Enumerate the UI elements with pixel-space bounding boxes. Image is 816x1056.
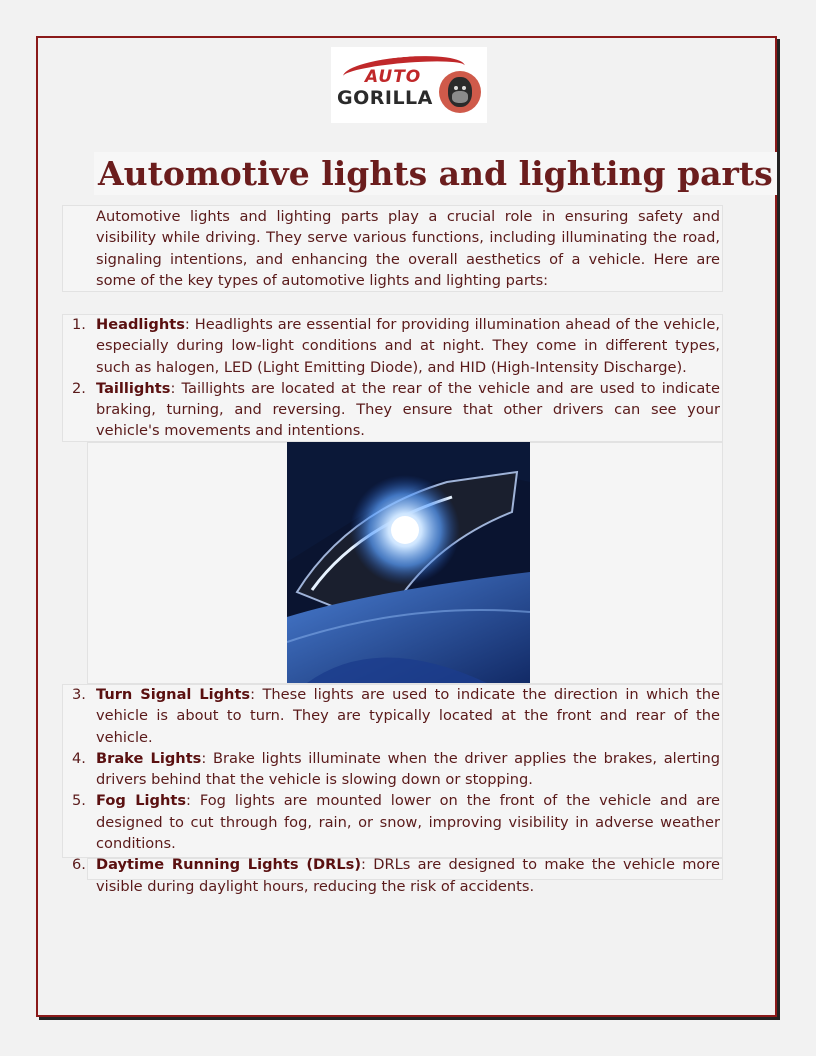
list-item-term: Turn Signal Lights bbox=[96, 686, 251, 703]
logo bbox=[331, 47, 487, 123]
list-item-text: : Brake lights illuminate when the driver applies the brakes, alerting drivers behind that the vehicle is slowing down or stopping. bbox=[96, 749, 720, 789]
list-item bbox=[66, 684, 720, 748]
list-item-term: Daytime Running Lights (DRLs) bbox=[96, 856, 362, 874]
list-item-number: 3. bbox=[72, 686, 86, 703]
intro-paragraph: Automotive lights and lighting parts play a crucial role in ensuring safety and visibility while driving. They serve various functions, including illuminating the road, signaling intentions, and enhancing the overall aesthetics of a vehicle. Here are some of the key types of automotive lights and lighting parts: bbox=[96, 208, 720, 289]
logo-gorilla-text: GORILLA bbox=[337, 87, 433, 109]
logo-auto-text: AUTO bbox=[365, 67, 422, 87]
list-item bbox=[66, 378, 720, 442]
page-title: Automotive lights and lighting parts bbox=[94, 152, 777, 195]
list-item-number: 4. bbox=[72, 749, 86, 767]
list-item-text: : Fog lights are mounted lower on the front of the vehicle and are designed to cut through fog, rain, or snow, improving visibility in adverse weather conditions. bbox=[96, 792, 720, 853]
list-item-term: Headlights bbox=[96, 316, 185, 333]
list-item-term: Taillights bbox=[96, 379, 171, 397]
list-item-number: 5. bbox=[72, 792, 86, 810]
list-item-text: : Headlights are essential for providing illumination ahead of the vehicle, especially during low-light conditions and at night. They come in different types, such as halogen, LED (Light Emitting Diode), and HID (High-Intensity Discharge). bbox=[96, 316, 720, 376]
list-item bbox=[66, 790, 720, 854]
list-item-term: Fog Lights bbox=[96, 792, 187, 810]
lights-list-part2 bbox=[66, 684, 720, 897]
headlight-photo bbox=[287, 442, 530, 683]
list-item-text: : Taillights are located at the rear of the vehicle and are used to indicate braking, turning, and reversing. They ensure that other drivers can see your vehicle's movements and intentions. bbox=[96, 379, 720, 440]
list-item-number: 1. bbox=[72, 316, 86, 333]
list-item-number: 6. bbox=[72, 856, 86, 874]
headlight-illustration bbox=[287, 442, 530, 683]
gorilla-icon bbox=[439, 71, 481, 113]
list-item-text: : DRLs are designed to make the vehicle more visible during daylight hours, reducing the risk of accidents. bbox=[96, 856, 721, 895]
list-item-text: : These lights are used to indicate the direction in which the vehicle is about to turn. They are typically located at the front and rear of the vehicle. bbox=[96, 686, 720, 746]
list-item bbox=[66, 854, 720, 897]
list-item bbox=[66, 314, 720, 378]
list-item-term: Brake Lights bbox=[96, 749, 202, 767]
list-item bbox=[66, 748, 720, 791]
list-item-number: 2. bbox=[72, 379, 86, 397]
lights-list-part1 bbox=[66, 314, 720, 442]
